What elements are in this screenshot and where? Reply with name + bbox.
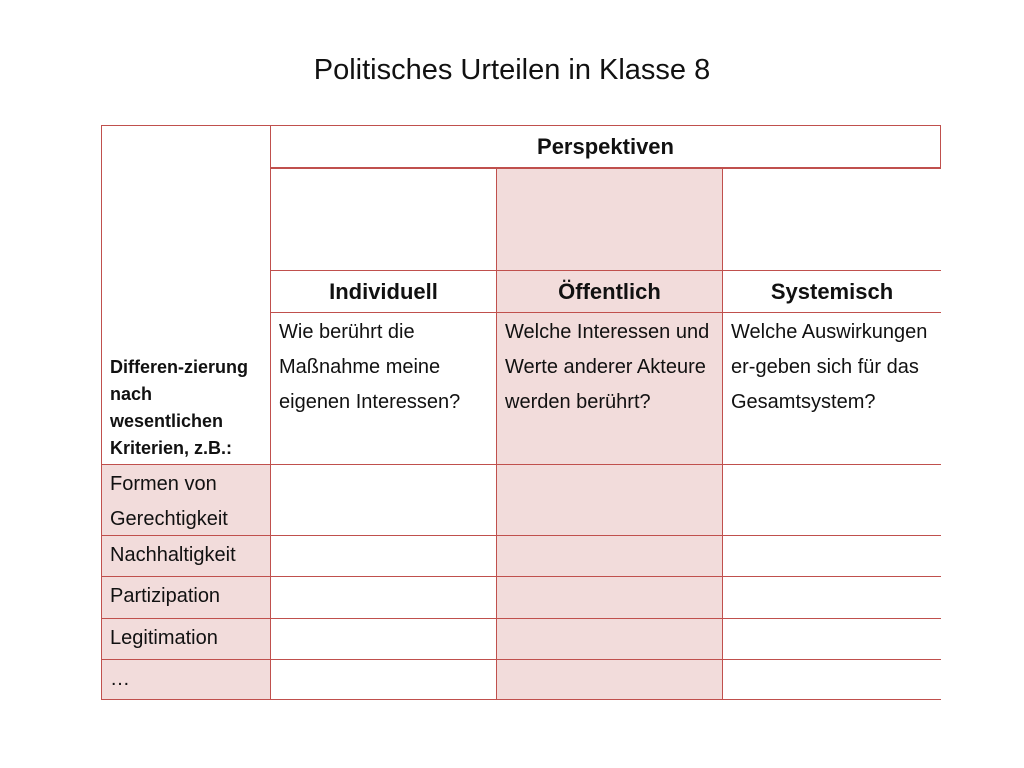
row-label-gerechtigkeit: Formen von Gerechtigkeit [102, 465, 271, 536]
table-cell [723, 619, 941, 660]
corner-label: Differen-zierung nach wesentlichen Kriterien, z.B.: [110, 357, 249, 458]
table-cell [497, 536, 723, 577]
table-cell [723, 660, 941, 699]
table-cell [497, 660, 723, 699]
column-header-oeffentlich: Öffentlich [497, 271, 723, 313]
row-label-legitimation: Legitimation [102, 619, 271, 660]
empty-cell-oeffentlich [497, 169, 723, 271]
perspectives-table [101, 125, 941, 700]
corner-label-cell [102, 126, 271, 465]
question-oeffentlich: Welche Interessen und Werte anderer Akteure werden berührt? [497, 313, 723, 465]
table-cell [271, 536, 497, 577]
row-label-partizipation: Partizipation [102, 577, 271, 619]
page-title: Politisches Urteilen in Klasse 8 [313, 54, 711, 86]
table-cell [723, 536, 941, 577]
column-header-individuell: Individuell [271, 271, 497, 313]
table-cell [271, 577, 497, 619]
table-cell [271, 619, 497, 660]
table-cell [497, 577, 723, 619]
empty-cell-systemisch [723, 169, 941, 271]
table-cell [271, 660, 497, 699]
column-header-systemisch: Systemisch [723, 271, 941, 313]
question-individuell: Wie berührt die Maßnahme meine eigenen Interessen? [271, 313, 497, 465]
row-label-nachhaltigkeit: Nachhaltigkeit [102, 536, 271, 577]
table-cell [723, 465, 941, 536]
perspectives-header: Perspektiven [271, 126, 941, 169]
table-cell [497, 619, 723, 660]
table-cell [497, 465, 723, 536]
table-cell [271, 465, 497, 536]
row-label-ellipsis: … [102, 660, 271, 699]
question-systemisch: Welche Auswirkungen er-geben sich für das Gesamtsystem? [723, 313, 941, 465]
table-cell [723, 577, 941, 619]
empty-cell-individuell [271, 169, 497, 271]
